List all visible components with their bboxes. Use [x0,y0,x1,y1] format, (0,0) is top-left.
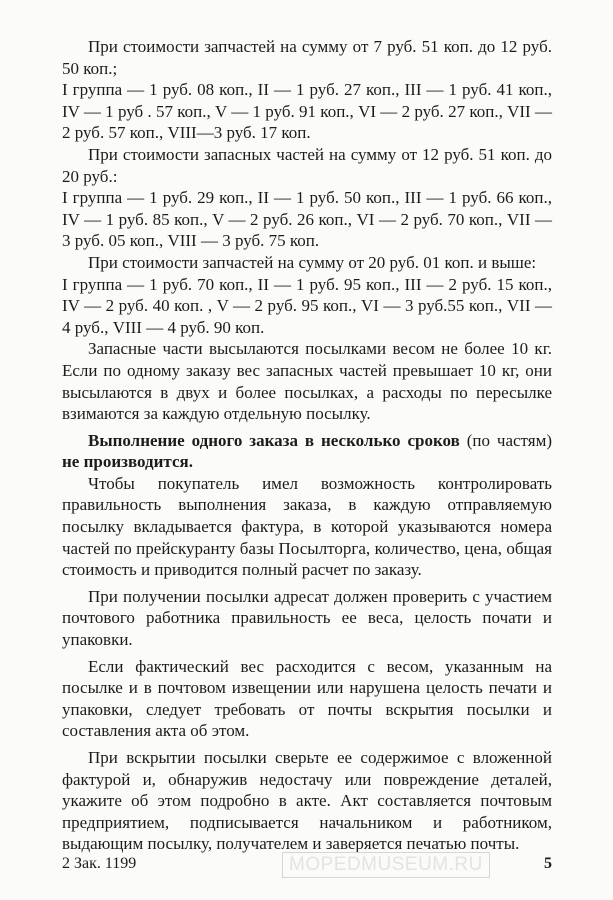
paragraph: При стоимости запчастей на сумму от 20 руб. 01 коп. и выше: [88,252,537,272]
bold-tail: не производится. [62,452,193,472]
paragraph-bold-rule [62,430,552,473]
paragraph: При стоимости запасных частей на сумму от 12 руб. 51 коп. до 20 руб.: [62,144,552,186]
price-list: I группа — 1 руб. 08 коп., II — 1 руб. 27 коп., III — 1 руб. 41 коп., IV — 1 руб . 57 коп., V — 1 руб. 91 коп., VI — 2 руб. 27 коп., VII — 2 руб. 57 коп., VIII—3 руб. 17 коп. [62,80,552,143]
price-list: I группа — 1 руб. 70 коп., II — 1 руб. 95 коп., III — 2 руб. 15 коп., IV — 2 руб. 40 коп. , V — 2 руб. 95 коп., VI — 3 руб.55 коп., VII — 4 руб., VIII — 4 руб. 90 коп. [62,274,552,337]
page-body [62,36,552,855]
bold-lead: Выполнение одного заказа в несколько сроков [88,430,460,450]
price-list: I группа — 1 руб. 29 коп., II — 1 руб. 50 коп., III — 1 руб. 66 коп., IV — 1 руб. 85 коп., V — 2 руб. 26 коп., VI — 2 руб. 70 коп., VII — 3 руб. 05 коп., VIII — 3 руб. 75 коп. [62,188,552,251]
order-code: 2 Зак. 1199 [62,855,137,872]
paragraph: При вскрытии посылки сверьте ее содержимое с вложенной фактурой и, обнаружив недостачу или повреждение деталей, укажите об этом подробно в акте. Акт составляется почтовым предприятием, подписывается начальником и работником, выдающим посылку, получателем и заверяется печатью почты. [62,748,552,854]
paragraph: Чтобы покупатель имел возможность контролировать правильность выполнения заказа, в каждую отправляемую посылку вкладывается фактура, в которой указываются номера частей по прейскуранту базы Посылторга, количество, цена, общая стоимость и приводится полный расчет по заказу. [62,473,552,580]
watermark: MOPEDMUSEUM.RU [282,852,490,878]
paragraph: При получении посылки адресат должен проверить с участием почтового работника правильность ее веса, целость почати и упаковки. [62,586,552,650]
paragraph: Если фактический вес расходится с весом, указанным на посылке и в почтовом извещении или нарушена целость печати и упаковки, следует требовать от почты вскрытия посылки и составления акта об этом. [62,656,552,741]
paragraph: При стоимости запчастей на сумму от 7 руб. 51 коп. до 12 руб. 50 коп.; [62,37,552,78]
page-number: 5 [544,855,552,872]
paragraph: Запасные части высылаются посылками весом не более 10 кг. Если по одному заказу вес запасных частей превышает 10 кг, они высылаются в двух и более посылках, а расходы по пересылке взимаются за каждую отдельную посылку. [62,339,552,424]
rule-middle: (по частям) [459,430,552,450]
